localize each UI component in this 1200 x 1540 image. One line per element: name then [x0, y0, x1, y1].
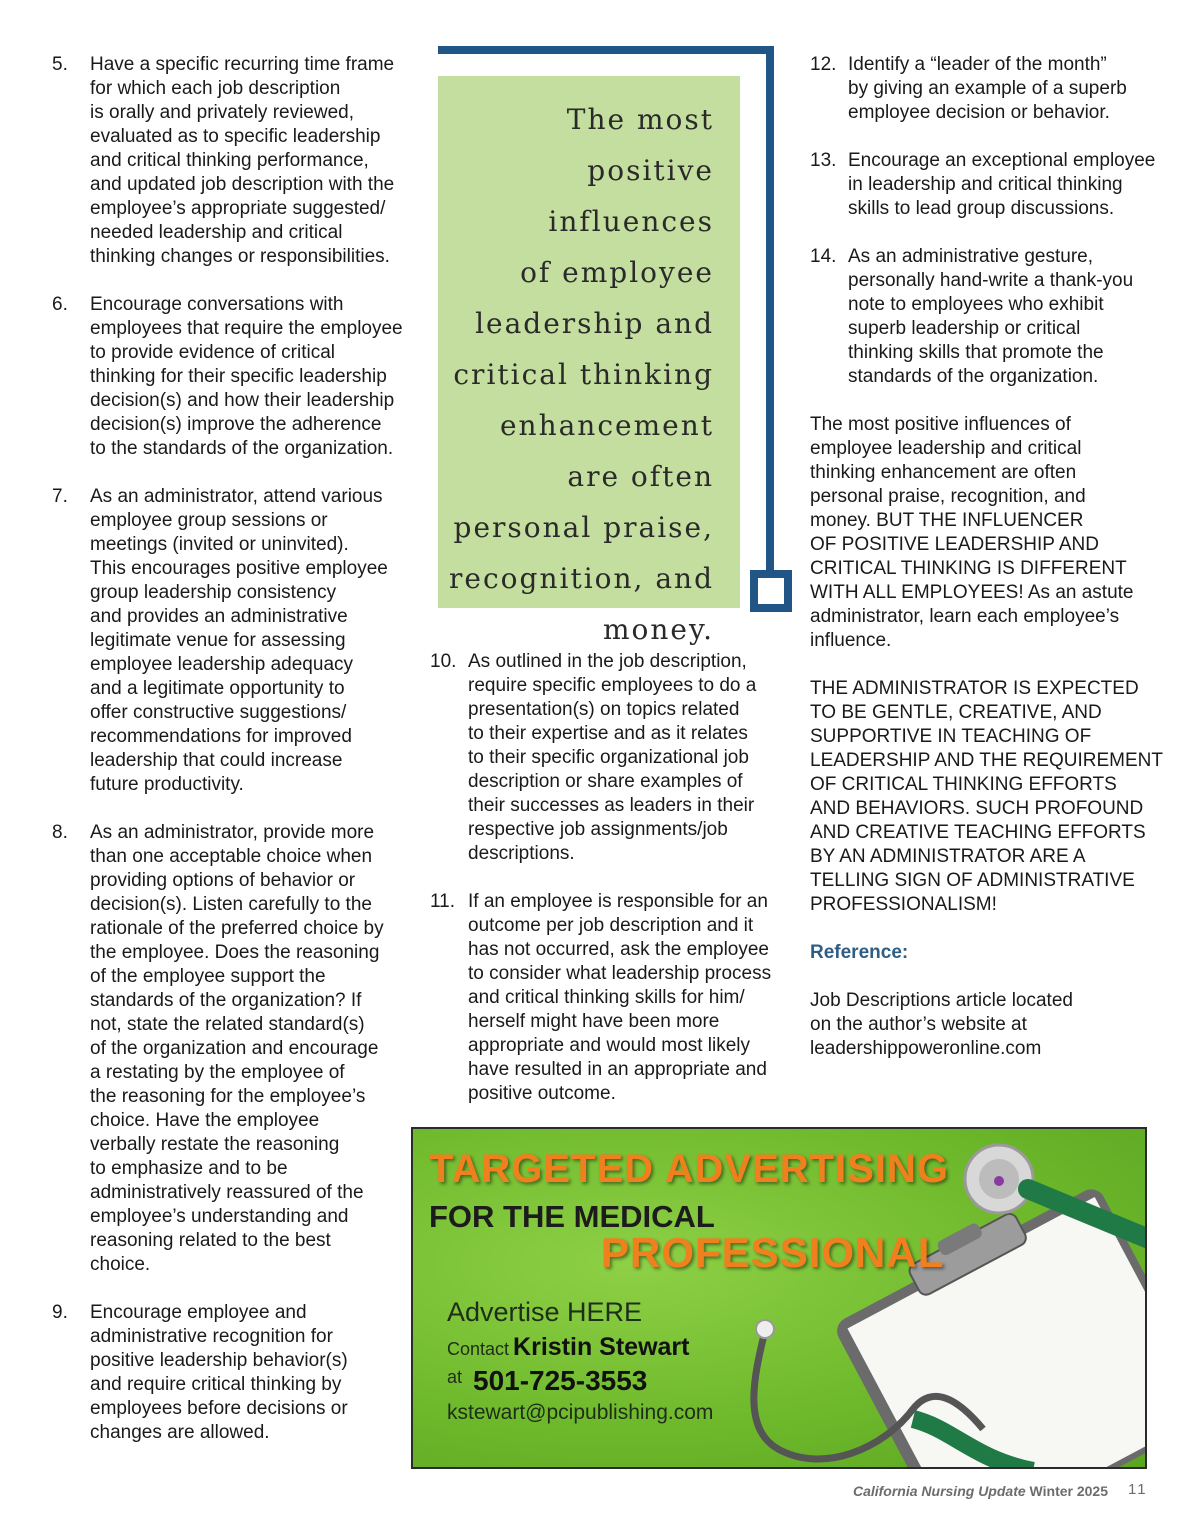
list-number: 12.	[810, 54, 837, 75]
list-text: Identify a “leader of the month” by giving an example of a superb employee decision or behavior.	[848, 54, 1127, 123]
list-item	[810, 149, 1172, 221]
ad-title-line3: PROFESSIONAL	[601, 1229, 945, 1276]
list-item	[52, 53, 414, 269]
ad-email-link[interactable]: kstewart@pcipublishing.com	[447, 1401, 714, 1424]
ad-contact-name: Kristin Stewart	[513, 1333, 690, 1361]
list-item	[810, 53, 1172, 125]
list-text: As an administrator, provide more than one acceptable choice when providing options of behavior or decision(s). Listen carefully to the rationale of the preferred choice by the employee. Does the reasoning of the employee support the standards of the organization? If not, state the related standard(s) of the organization and encourage a restating by the employee of the reasoning for the employee’s choice. Have the employee verbally restate the reasoning to emphasize and to be administratively reassured of the employee’s understanding and reasoning related to the best choice.	[90, 822, 384, 1275]
page-footer	[853, 1483, 1108, 1499]
list-number: 14.	[810, 246, 837, 267]
list-number: 9.	[52, 1302, 68, 1323]
list-text: Encourage conversations with employees that require the employee to provide evidence of critical thinking for their specific leadership decision(s) and how their leadership decision(s) improve the adherence to the standards of the organization.	[90, 294, 403, 459]
pull-quote	[438, 46, 774, 646]
list-text: As outlined in the job description, require specific employees to do a presentation(s) on topics related to their expertise and as it relates to their specific organizational job description or share examples of their successes as leaders in their respective job assignments/job descriptions.	[468, 651, 757, 864]
list-text: Encourage employee and administrative recognition for positive leadership behavior(s) and require critical thinking by employees before decisions or changes are allowed.	[90, 1302, 348, 1443]
pull-quote-frame-top	[438, 46, 774, 54]
list-text: Have a specific recurring time frame for which each job description is orally and privately reviewed, evaluated as to specific leadership and critical thinking performance, and updated job description with the employee’s appropriate suggested/ needed leadership and critical thinking changes or responsibilities.	[90, 54, 395, 267]
list-item	[52, 821, 414, 1277]
pull-quote-frame-right	[766, 46, 774, 586]
pull-quote-frame-square	[750, 570, 792, 612]
issue-season: Winter 2025	[1029, 1483, 1108, 1499]
list-number: 13.	[810, 150, 837, 171]
list-number: 5.	[52, 54, 68, 75]
reference-heading: Reference:	[810, 942, 909, 963]
body-paragraph: THE ADMINISTRATOR IS EXPECTED TO BE GENTLE, CREATIVE, AND SUPPORTIVE IN TEACHING OF LEADERSHIP AND THE REQUIREMENT OF CRITICAL THINKING EFFORTS AND BEHAVIORS. SUCH PROFOUND AND CREATIVE TEACHING EFFORTS BY AN ADMINISTRATOR ARE A TELLING SIGN OF ADMINISTRATIVE PROFESSIONALISM!	[810, 678, 1163, 915]
ad-contact-label: Contact	[447, 1339, 510, 1359]
reference-text: Job Descriptions article located on the author’s website at leadershippoweronline.com	[810, 990, 1073, 1059]
publication-name: California Nursing Update	[852, 1483, 1026, 1499]
list-text: Encourage an exceptional employee in leadership and critical thinking skills to lead group discussions.	[848, 150, 1156, 219]
list-item	[52, 293, 414, 461]
middle-column	[430, 650, 792, 1130]
right-column	[810, 53, 1172, 1085]
list-text: As an administrator, attend various employee group sessions or meetings (invited or uninvited). This encourages positive employee group leadership consistency and provides an administrative legitimate venue for assessing employee leadership adequacy and a legitimate opportunity to offer constructive suggestions/ recommendations for improved leadership that could increase future productivity.	[90, 486, 388, 795]
list-text: If an employee is responsible for an outcome per job description and it has not occurred, ask the employee to consider what leadership process and critical thinking skills for him/ herself might have been more appropriate and would most likely have resulted in an appropriate and positive outcome.	[468, 891, 772, 1104]
page-number: 11	[1128, 1481, 1148, 1498]
list-number: 6.	[52, 294, 68, 315]
ad-title-line1: TARGETED ADVERTISING	[429, 1147, 950, 1191]
ad-title-line2: FOR THE MEDICAL	[429, 1199, 715, 1234]
list-number: 7.	[52, 486, 68, 507]
list-text: As an administrative gesture, personally hand-write a thank-you note to employees who exhibit superb leadership or critical thinking skills that promote the standards of the organization.	[848, 246, 1134, 387]
list-item	[52, 1301, 414, 1445]
list-item	[430, 650, 792, 866]
left-column	[52, 53, 414, 1469]
ad-at-label: at	[447, 1367, 463, 1387]
list-number: 10.	[430, 651, 457, 672]
list-item	[810, 245, 1172, 389]
list-item	[430, 890, 792, 1106]
body-paragraph: The most positive influences of employee leadership and critical thinking enhancement are often personal praise, recognition, and money. BUT THE INFLUENCER OF POSITIVE LEADERSHIP AND CRITICAL THINKING IS DIFFERENT WITH ALL EMPLOYEES! As an astute administrator, learn each employee’s influence.	[810, 414, 1134, 651]
pull-quote-box	[438, 76, 740, 646]
list-number: 8.	[52, 822, 68, 843]
ad-advertise-here: Advertise HERE	[447, 1297, 643, 1327]
ad-contact	[447, 1333, 689, 1362]
list-item	[52, 485, 414, 797]
advertisement[interactable]	[411, 1127, 1147, 1469]
list-number: 11.	[430, 891, 456, 912]
pull-quote-text: The most positive influences of employee leadership and critical thinking enhancement are often personal praise, recognition, and money.	[449, 103, 714, 646]
ad-phone[interactable]: 501-725-3553	[473, 1365, 648, 1396]
